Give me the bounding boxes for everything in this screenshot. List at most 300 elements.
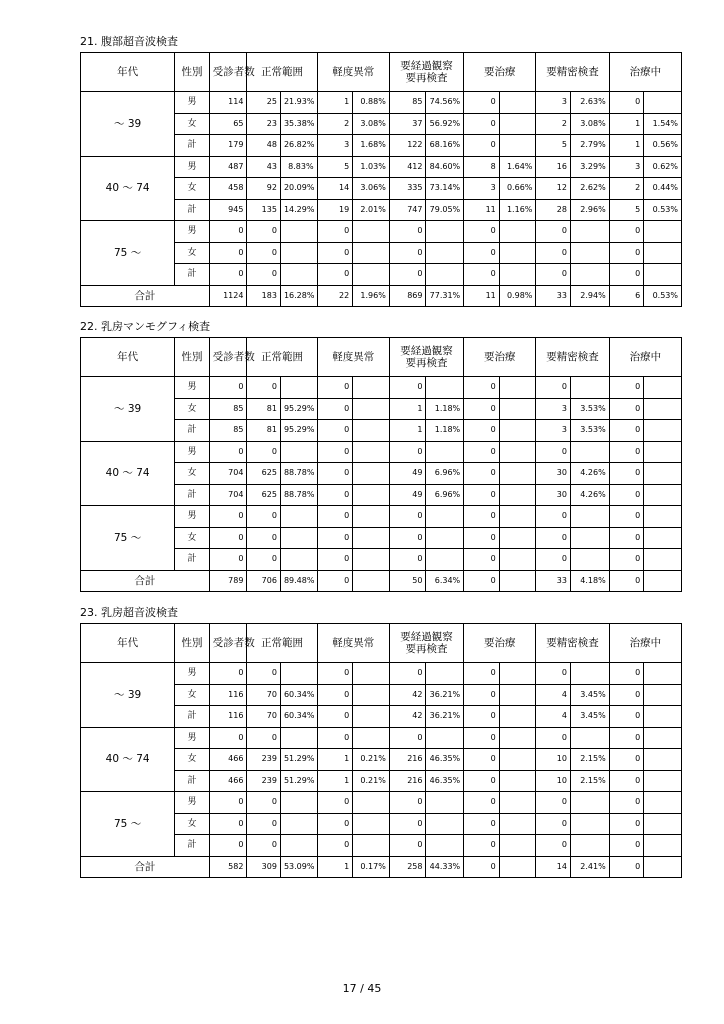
- count-cell: 0: [536, 835, 571, 857]
- header-examinees: 受診者数: [209, 53, 247, 92]
- percent-cell: 4.26%: [570, 463, 609, 485]
- count-cell: 0: [609, 549, 644, 571]
- table-row: [81, 221, 682, 243]
- percent-cell: 60.34%: [280, 684, 317, 706]
- count-cell: 3: [536, 398, 571, 420]
- count-cell: 81: [247, 420, 281, 442]
- count-cell: 85: [209, 398, 247, 420]
- percent-cell: 2.15%: [570, 749, 609, 771]
- percent-cell: 3.06%: [353, 178, 390, 200]
- table-row: [81, 156, 682, 178]
- percent-cell: 1.18%: [426, 398, 464, 420]
- count-cell: 0: [609, 813, 644, 835]
- sex-cell: 女: [175, 463, 210, 485]
- count-cell: 0: [536, 264, 571, 286]
- count-cell: 458: [209, 178, 247, 200]
- percent-cell: 46.35%: [426, 749, 464, 771]
- count-cell: 0: [247, 441, 281, 463]
- count-cell: 0: [609, 377, 644, 399]
- count-cell: 0: [209, 441, 247, 463]
- sex-cell: 男: [175, 377, 210, 399]
- percent-cell: [499, 242, 536, 264]
- percent-cell: [280, 506, 317, 528]
- header-under-treatment: 治療中: [609, 338, 681, 377]
- sex-cell: 男: [175, 506, 210, 528]
- percent-cell: [644, 792, 682, 814]
- percent-cell: 3.45%: [570, 706, 609, 728]
- percent-cell: [499, 706, 536, 728]
- percent-cell: 0.44%: [644, 178, 682, 200]
- count-cell: 11: [464, 199, 500, 221]
- percent-cell: [426, 727, 464, 749]
- percent-cell: 88.78%: [280, 463, 317, 485]
- percent-cell: [280, 727, 317, 749]
- percent-cell: [570, 792, 609, 814]
- sex-cell: 男: [175, 663, 210, 685]
- percent-cell: 3.53%: [570, 420, 609, 442]
- count-cell: 0: [464, 727, 500, 749]
- percent-cell: [570, 727, 609, 749]
- percent-cell: [499, 264, 536, 286]
- count-cell: 0: [317, 463, 353, 485]
- percent-cell: [353, 398, 390, 420]
- count-cell: 0: [317, 813, 353, 835]
- percent-cell: [499, 463, 536, 485]
- percent-cell: [499, 92, 536, 114]
- percent-cell: [499, 113, 536, 135]
- count-cell: 0: [464, 706, 500, 728]
- total-count-cell: 14: [536, 856, 571, 878]
- count-cell: 1: [317, 770, 353, 792]
- count-cell: 0: [464, 749, 500, 771]
- count-cell: 0: [317, 484, 353, 506]
- count-cell: 116: [209, 706, 247, 728]
- count-cell: 3: [317, 135, 353, 157]
- total-percent-cell: 44.33%: [426, 856, 464, 878]
- count-cell: 0: [247, 549, 281, 571]
- header-followup-line2: 要再検査: [405, 72, 448, 84]
- total-percent-cell: 0.53%: [644, 285, 682, 307]
- count-cell: 4: [536, 684, 571, 706]
- count-cell: 0: [536, 377, 571, 399]
- percent-cell: [644, 527, 682, 549]
- percent-cell: 6.96%: [426, 484, 464, 506]
- count-cell: 0: [247, 663, 281, 685]
- count-cell: 0: [609, 242, 644, 264]
- percent-cell: 46.35%: [426, 770, 464, 792]
- count-cell: 0: [464, 684, 500, 706]
- percent-cell: 0.53%: [644, 199, 682, 221]
- count-cell: 0: [209, 549, 247, 571]
- count-cell: 0: [209, 377, 247, 399]
- total-label: 合計: [81, 570, 210, 592]
- count-cell: 0: [389, 727, 426, 749]
- age-group-cell: ～ 39: [81, 92, 175, 157]
- header-sex: 性別: [175, 338, 210, 377]
- total-count-cell: 50: [389, 570, 426, 592]
- total-count-cell: 0: [464, 570, 500, 592]
- percent-cell: 8.83%: [280, 156, 317, 178]
- percent-cell: [353, 792, 390, 814]
- count-cell: 2: [609, 178, 644, 200]
- count-cell: 0: [247, 813, 281, 835]
- percent-cell: [499, 727, 536, 749]
- count-cell: 747: [389, 199, 426, 221]
- count-cell: 0: [247, 792, 281, 814]
- count-cell: 1: [317, 749, 353, 771]
- percent-cell: [499, 484, 536, 506]
- count-cell: 2: [536, 113, 571, 135]
- sex-cell: 女: [175, 813, 210, 835]
- percent-cell: [426, 221, 464, 243]
- total-count-cell: 0: [609, 856, 644, 878]
- count-cell: 0: [389, 441, 426, 463]
- header-under-treatment: 治療中: [609, 624, 681, 663]
- count-cell: 0: [609, 727, 644, 749]
- table-row: [81, 92, 682, 114]
- count-cell: 487: [209, 156, 247, 178]
- header-normal: 正常範囲: [247, 53, 317, 92]
- count-cell: 16: [536, 156, 571, 178]
- count-cell: 4: [536, 706, 571, 728]
- header-treatment: 要治療: [464, 338, 536, 377]
- count-cell: 135: [247, 199, 281, 221]
- sex-cell: 男: [175, 221, 210, 243]
- count-cell: 0: [317, 441, 353, 463]
- count-cell: 0: [209, 242, 247, 264]
- count-cell: 179: [209, 135, 247, 157]
- count-cell: 0: [464, 398, 500, 420]
- percent-cell: [499, 506, 536, 528]
- percent-cell: 21.93%: [280, 92, 317, 114]
- percent-cell: [644, 377, 682, 399]
- count-cell: 49: [389, 484, 426, 506]
- header-followup-line1: 要経過観察: [400, 345, 453, 357]
- percent-cell: [644, 264, 682, 286]
- total-row: [81, 570, 682, 592]
- count-cell: 19: [317, 199, 353, 221]
- percent-cell: [353, 684, 390, 706]
- percent-cell: [644, 684, 682, 706]
- count-cell: 0: [609, 527, 644, 549]
- count-cell: 0: [536, 727, 571, 749]
- percent-cell: [499, 749, 536, 771]
- count-cell: 12: [536, 178, 571, 200]
- table-row: [81, 792, 682, 814]
- percent-cell: [426, 663, 464, 685]
- age-group-cell: 40 ～ 74: [81, 441, 175, 506]
- header-detailed: 要精密検査: [536, 53, 609, 92]
- count-cell: 0: [609, 770, 644, 792]
- percent-cell: [644, 549, 682, 571]
- percent-cell: 2.01%: [353, 199, 390, 221]
- total-count-cell: 6: [609, 285, 644, 307]
- percent-cell: [499, 441, 536, 463]
- percent-cell: [280, 549, 317, 571]
- count-cell: 0: [209, 813, 247, 835]
- section-title: 21. 腹部超音波検査: [80, 35, 178, 48]
- count-cell: 0: [389, 242, 426, 264]
- header-age: 年代: [81, 53, 175, 92]
- count-cell: 65: [209, 113, 247, 135]
- count-cell: 10: [536, 749, 571, 771]
- sex-cell: 男: [175, 156, 210, 178]
- percent-cell: [499, 684, 536, 706]
- count-cell: 0: [609, 221, 644, 243]
- count-cell: 2: [317, 113, 353, 135]
- percent-cell: 3.08%: [353, 113, 390, 135]
- count-cell: 704: [209, 484, 247, 506]
- percent-cell: [644, 221, 682, 243]
- header-age: 年代: [81, 624, 175, 663]
- count-cell: 0: [247, 377, 281, 399]
- percent-cell: [644, 441, 682, 463]
- count-cell: 625: [247, 463, 281, 485]
- age-group-cell: ～ 39: [81, 663, 175, 728]
- count-cell: 0: [389, 221, 426, 243]
- percent-cell: 73.14%: [426, 178, 464, 200]
- count-cell: 10: [536, 770, 571, 792]
- percent-cell: 6.96%: [426, 463, 464, 485]
- count-cell: 0: [536, 506, 571, 528]
- percent-cell: 3.45%: [570, 684, 609, 706]
- count-cell: 0: [209, 835, 247, 857]
- count-cell: 0: [317, 242, 353, 264]
- count-cell: 0: [317, 377, 353, 399]
- header-followup-line2: 要再検査: [405, 357, 448, 369]
- count-cell: 0: [464, 663, 500, 685]
- header-examinees: 受診者数: [209, 338, 247, 377]
- header-row: [81, 624, 682, 663]
- count-cell: 81: [247, 398, 281, 420]
- count-cell: 0: [536, 527, 571, 549]
- header-followup-line1: 要経過観察: [400, 631, 453, 643]
- header-detailed: 要精密検査: [536, 624, 609, 663]
- count-cell: 412: [389, 156, 426, 178]
- percent-cell: [426, 792, 464, 814]
- percent-cell: 2.15%: [570, 770, 609, 792]
- percent-cell: 1.68%: [353, 135, 390, 157]
- results-table: [80, 52, 682, 307]
- percent-cell: 3.08%: [570, 113, 609, 135]
- percent-cell: [280, 663, 317, 685]
- total-count-cell: 706: [247, 570, 281, 592]
- count-cell: 216: [389, 770, 426, 792]
- total-percent-cell: 1.96%: [353, 285, 390, 307]
- percent-cell: [499, 813, 536, 835]
- total-percent-cell: 0.17%: [353, 856, 390, 878]
- sex-cell: 男: [175, 441, 210, 463]
- count-cell: 3: [609, 156, 644, 178]
- sex-cell: 男: [175, 92, 210, 114]
- percent-cell: 36.21%: [426, 684, 464, 706]
- count-cell: 70: [247, 706, 281, 728]
- count-cell: 0: [317, 398, 353, 420]
- percent-cell: [280, 792, 317, 814]
- sex-cell: 計: [175, 706, 210, 728]
- percent-cell: [353, 264, 390, 286]
- count-cell: 0: [209, 264, 247, 286]
- count-cell: 0: [536, 663, 571, 685]
- total-percent-cell: 0.98%: [499, 285, 536, 307]
- count-cell: 0: [317, 727, 353, 749]
- total-percent-cell: [353, 570, 390, 592]
- count-cell: 0: [317, 527, 353, 549]
- count-cell: 5: [609, 199, 644, 221]
- total-count-cell: 33: [536, 570, 571, 592]
- percent-cell: 68.16%: [426, 135, 464, 157]
- header-normal: 正常範囲: [247, 338, 317, 377]
- percent-cell: 1.16%: [499, 199, 536, 221]
- count-cell: 0: [536, 792, 571, 814]
- section-title: 23. 乳房超音波検査: [80, 606, 178, 619]
- percent-cell: 0.21%: [353, 770, 390, 792]
- sex-cell: 女: [175, 113, 210, 135]
- percent-cell: [499, 221, 536, 243]
- table-row: [81, 441, 682, 463]
- sex-cell: 計: [175, 484, 210, 506]
- percent-cell: 74.56%: [426, 92, 464, 114]
- count-cell: 0: [247, 506, 281, 528]
- percent-cell: [353, 835, 390, 857]
- results-table: [80, 623, 682, 878]
- percent-cell: [426, 835, 464, 857]
- count-cell: 0: [247, 242, 281, 264]
- percent-cell: [426, 441, 464, 463]
- total-percent-cell: 16.28%: [280, 285, 317, 307]
- count-cell: 0: [389, 835, 426, 857]
- percent-cell: [644, 706, 682, 728]
- count-cell: 0: [464, 770, 500, 792]
- count-cell: 114: [209, 92, 247, 114]
- total-percent-cell: 2.41%: [570, 856, 609, 878]
- percent-cell: [353, 727, 390, 749]
- total-count-cell: 33: [536, 285, 571, 307]
- total-count-cell: 22: [317, 285, 353, 307]
- count-cell: 1: [389, 398, 426, 420]
- count-cell: 0: [464, 484, 500, 506]
- percent-cell: 2.62%: [570, 178, 609, 200]
- percent-cell: [644, 506, 682, 528]
- count-cell: 0: [209, 506, 247, 528]
- total-count-cell: 0: [609, 570, 644, 592]
- percent-cell: [570, 549, 609, 571]
- percent-cell: 1.03%: [353, 156, 390, 178]
- count-cell: 14: [317, 178, 353, 200]
- count-cell: 0: [317, 684, 353, 706]
- percent-cell: 2.96%: [570, 199, 609, 221]
- percent-cell: 0.66%: [499, 178, 536, 200]
- percent-cell: [353, 463, 390, 485]
- count-cell: 0: [317, 506, 353, 528]
- age-group-cell: 75 ～: [81, 506, 175, 571]
- count-cell: 0: [609, 92, 644, 114]
- total-row: [81, 285, 682, 307]
- table-row: [81, 377, 682, 399]
- total-percent-cell: 6.34%: [426, 570, 464, 592]
- sex-cell: 計: [175, 835, 210, 857]
- header-detailed: 要精密検査: [536, 338, 609, 377]
- percent-cell: [570, 377, 609, 399]
- count-cell: 0: [389, 377, 426, 399]
- percent-cell: [426, 549, 464, 571]
- count-cell: 0: [389, 813, 426, 835]
- percent-cell: [570, 221, 609, 243]
- percent-cell: [353, 441, 390, 463]
- total-count-cell: 309: [247, 856, 281, 878]
- percent-cell: [353, 663, 390, 685]
- total-count-cell: 11: [464, 285, 500, 307]
- count-cell: 0: [609, 706, 644, 728]
- percent-cell: 0.56%: [644, 135, 682, 157]
- percent-cell: [280, 377, 317, 399]
- percent-cell: [280, 835, 317, 857]
- percent-cell: 51.29%: [280, 770, 317, 792]
- count-cell: 0: [209, 221, 247, 243]
- count-cell: 42: [389, 706, 426, 728]
- percent-cell: [280, 221, 317, 243]
- table-row: [81, 663, 682, 685]
- percent-cell: 51.29%: [280, 749, 317, 771]
- percent-cell: [499, 663, 536, 685]
- count-cell: 3: [536, 420, 571, 442]
- percent-cell: [280, 242, 317, 264]
- age-group-cell: 40 ～ 74: [81, 727, 175, 792]
- percent-cell: [570, 813, 609, 835]
- count-cell: 30: [536, 463, 571, 485]
- total-label: 合計: [81, 285, 210, 307]
- count-cell: 1: [389, 420, 426, 442]
- count-cell: 1: [317, 92, 353, 114]
- count-cell: 0: [536, 221, 571, 243]
- count-cell: 48: [247, 135, 281, 157]
- total-row: [81, 856, 682, 878]
- sex-cell: 計: [175, 135, 210, 157]
- percent-cell: 60.34%: [280, 706, 317, 728]
- count-cell: 0: [609, 506, 644, 528]
- sex-cell: 計: [175, 420, 210, 442]
- count-cell: 0: [464, 135, 500, 157]
- count-cell: 92: [247, 178, 281, 200]
- count-cell: 0: [464, 242, 500, 264]
- count-cell: 0: [247, 727, 281, 749]
- count-cell: 0: [609, 264, 644, 286]
- total-count-cell: 0: [464, 856, 500, 878]
- percent-cell: [353, 377, 390, 399]
- header-followup-line2: 要再検査: [405, 643, 448, 655]
- count-cell: 0: [389, 549, 426, 571]
- sex-cell: 男: [175, 792, 210, 814]
- percent-cell: [280, 813, 317, 835]
- count-cell: 23: [247, 113, 281, 135]
- total-percent-cell: 53.09%: [280, 856, 317, 878]
- count-cell: 0: [464, 221, 500, 243]
- percent-cell: [570, 835, 609, 857]
- sex-cell: 計: [175, 770, 210, 792]
- percent-cell: [570, 506, 609, 528]
- percent-cell: 14.29%: [280, 199, 317, 221]
- percent-cell: [570, 441, 609, 463]
- count-cell: 0: [536, 441, 571, 463]
- total-percent-cell: [644, 570, 682, 592]
- count-cell: 0: [536, 549, 571, 571]
- count-cell: 0: [209, 527, 247, 549]
- percent-cell: 20.09%: [280, 178, 317, 200]
- percent-cell: [644, 242, 682, 264]
- percent-cell: [644, 835, 682, 857]
- sex-cell: 女: [175, 178, 210, 200]
- percent-cell: [499, 420, 536, 442]
